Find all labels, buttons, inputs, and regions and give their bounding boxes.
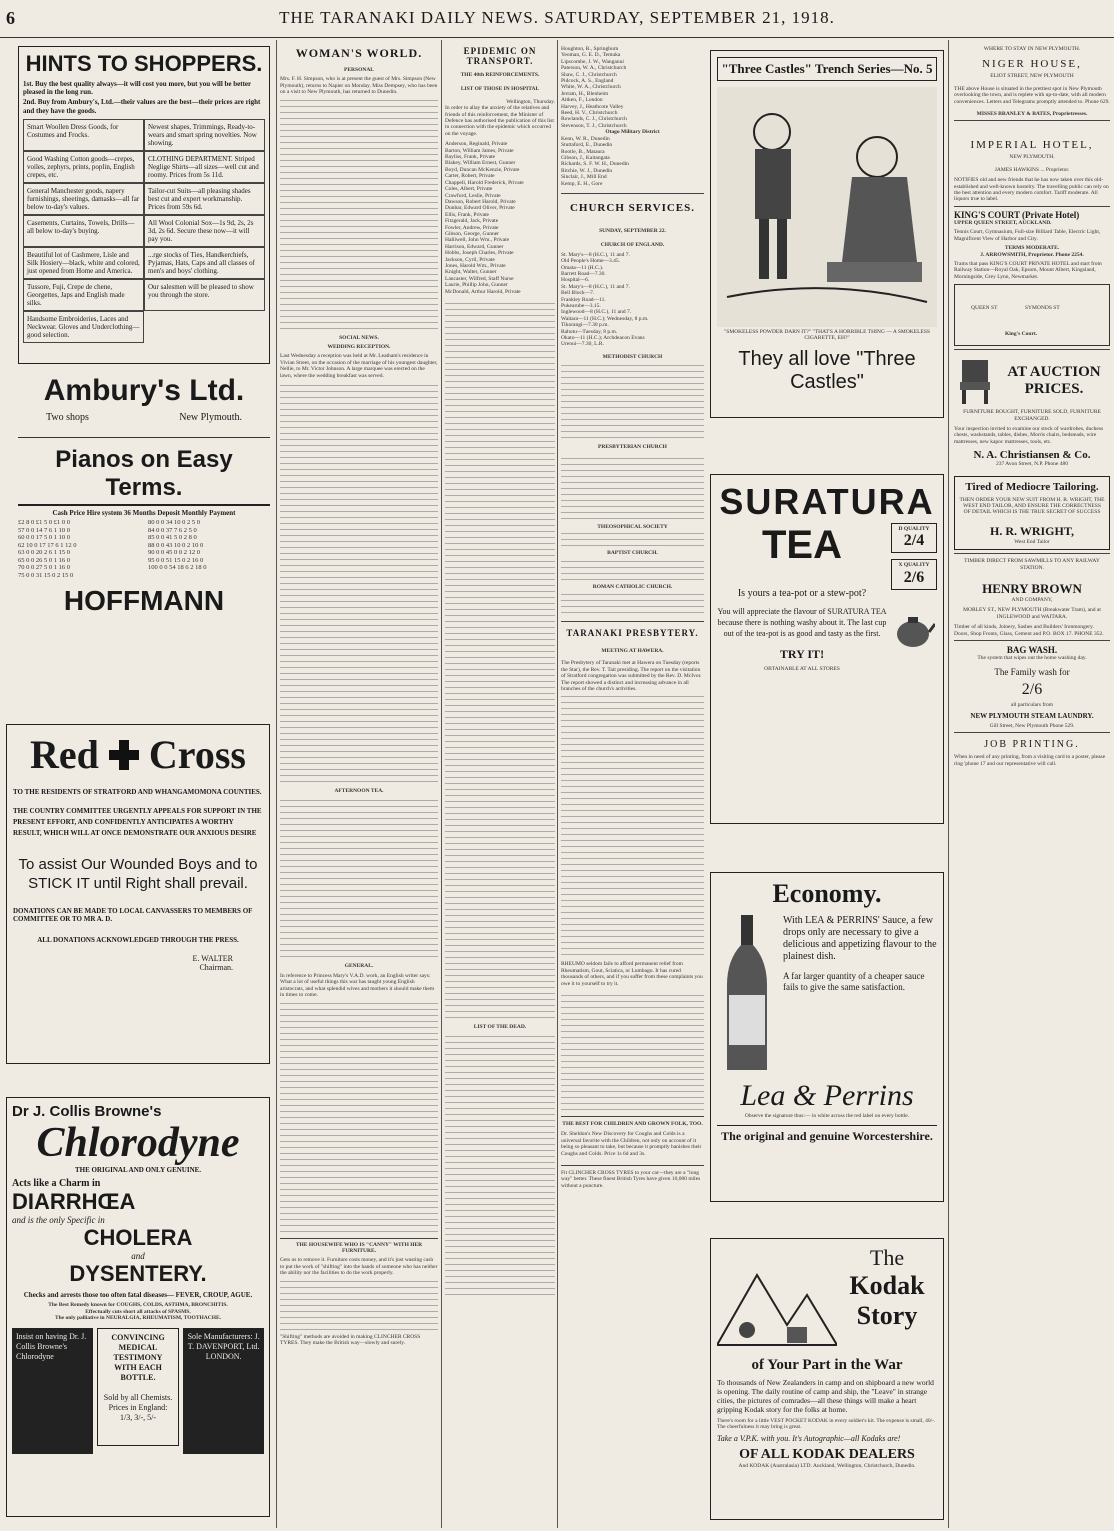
list-item: Rowlands, C. J., Christchurch: [561, 116, 627, 123]
body-text-block: [561, 532, 704, 546]
chlorodyne-cholera: CHOLERA: [83, 1225, 193, 1251]
newspaper-title: THE TARANAKI DAILY NEWS. SATURDAY, SEPTEMBER 21, 1918.: [279, 8, 835, 27]
womans-world-title: WOMAN'S WORLD.: [295, 46, 423, 60]
list-item: St. Mary's—8 (H.C.), 11 and 7.: [561, 283, 630, 290]
pianos-title: Pianos on Easy Terms.: [18, 446, 270, 506]
lea-perrins-signature: Lea & Perrins: [740, 1079, 914, 1112]
list-item: Ellis, Frank, Private: [445, 211, 489, 218]
redcross-big: To assist Our Wounded Boys and to STICK IT until Right shall prevail.: [18, 856, 258, 893]
column-rule: [276, 40, 277, 1528]
kodak-head: of Your Part in the War: [751, 1357, 903, 1373]
piano-row: 57 0 0 14 7 6 1 10 0: [18, 526, 70, 534]
list-item: Gibson, J., Kaitangata: [561, 154, 610, 161]
piano-row: 60 0 0 17 5 0 1 10 0: [18, 534, 70, 542]
hoffmann-brand: HOFFMANN: [63, 585, 225, 617]
imperial-place: NEW PLYMOUTH.: [1009, 154, 1055, 161]
teapot-icon: [891, 602, 935, 652]
hints-title: HINTS TO SHOPPERS.: [25, 51, 263, 76]
hint-item: All Wool Colonial Sox—1s 9d, 2s, 2s 3d, 2s 6d. Secure these now—it will pay you.: [144, 215, 265, 247]
list-item: Urenui—7.30, L.R.: [561, 341, 604, 348]
list-item: Anderson, Reginald, Private: [445, 141, 508, 148]
suratura-q2-label: X QUALITY: [898, 562, 930, 569]
laundry-addr: Gill Street, New Plymouth Phone 529.: [989, 723, 1075, 730]
redcross-signer: E. WALTER: [192, 953, 233, 963]
list-item: Bell Block—7.: [561, 290, 595, 297]
redcross-ad: [6, 724, 270, 1064]
presbytery-sub: MEETING AT HAWERA.: [601, 647, 664, 654]
body-text-block: [561, 558, 704, 580]
sheldon-text: Dr. Sheldon's New Discovery for Coughs and Colds is a universal favorite with the Children, not only on account of it being so pleasant to take, but because it promptly banishes their Coughs and Colds. Price 1s 6d and 3s.: [561, 1131, 702, 1157]
map-label: King's Court.: [1005, 331, 1038, 338]
pianos-table: [18, 519, 270, 579]
list-item: Aitken, F., London: [561, 97, 603, 104]
presbytery-title: TARANAKI PRESBYTERY.: [566, 627, 699, 638]
imperial-name: IMPERIAL HOTEL,: [970, 139, 1094, 152]
economy-body1: With LEA & PERRINS' Sauce, a few drops only are necessary to give a delicious and appetizing flavour to the plainest dish.: [783, 915, 937, 962]
tailor-body: THEN ORDER YOUR NEW SUIT FROM H. R. WRIGHT, THE WEST END TAILOR, AND ENSURE THE CORRECTNESS OF DETAIL WHICH IS THE TRUE SECRET OF SUCCESS: [959, 496, 1105, 516]
hints-line2: 2nd. Buy from Ambury's, Ltd.—their values are the best—their prices are right and they have the goods.: [23, 98, 261, 115]
best-for-children-heading: THE BEST FOR CHILDREN AND GROWN FOLK, TOO.: [561, 1116, 704, 1127]
list-item: Jerram, H., Blenheim: [561, 90, 609, 97]
list-item: Hobbs, Joseph Charles, Private: [445, 250, 514, 257]
hints-line1: 1st. Buy the best quality always—it will cost you more, but you will be better pleased in the long run.: [23, 80, 252, 97]
chlorodyne-sub: THE ORIGINAL AND ONLY GENUINE.: [74, 1166, 202, 1174]
chlorodyne-maker: Dr J. Collis Browne's: [12, 1103, 162, 1120]
church-theosophical: THEOSOPHICAL SOCIETY: [597, 523, 668, 530]
womans-world-column: [280, 46, 438, 1526]
laundry-wash: The Family wash for: [994, 667, 1070, 678]
map-symonds-street: SYMONDS ST: [1025, 305, 1060, 312]
suratura-name: SURATURA: [719, 481, 935, 522]
list-item: Lipscombe, J. W., Wanganui: [561, 58, 624, 65]
timber-line: TIMBER DIRECT FROM SAWMILLS TO ANY RAILWAY STATION.: [964, 558, 1100, 571]
list-item: Inglewood—8 (H.C.), 11 and 7.: [561, 309, 632, 316]
economy-note: Observe the signature thus:— in white across the red label on every bottle.: [744, 1113, 910, 1119]
list-item: Okato—11 (H.C.); Archdeacon Evans: [561, 335, 645, 342]
epidemic-list-heading: LIST OF THOSE IN HOSPITAL: [460, 86, 540, 93]
body-text-block: [561, 454, 704, 519]
list-item: Barrett Road—7.30.: [561, 270, 606, 277]
chlorodyne-insist: Insist on having Dr. J. Collis Browne's Chlorodyne: [12, 1328, 93, 1454]
laundry-title: BAG WASH.: [1006, 645, 1058, 656]
piano-row: £2 8 0 £1 5 0 £1 0 0: [18, 519, 70, 527]
list-item: Carter, Robert, Private: [445, 173, 495, 180]
clincher-text: Fit CLINCHER CROSS TYRES to your car—they are a "long way" better. These finest British Tyres have given 10,000 miles without a puncture.: [561, 1165, 704, 1189]
list-item: Coles, Albert, Private: [445, 186, 493, 193]
kodak-price: There's room for a little VEST POCKET KODAK in every soldier's kit. The expense is small, 40/-. The cheerfulness it may bring is great.: [717, 1418, 936, 1431]
economy-title: Economy.: [772, 879, 882, 908]
kodak-company: And KODAK (Australasia) LTD. Auckland, Wellington, Christchurch, Dunedin.: [738, 1462, 916, 1469]
red-cross-icon: [107, 738, 141, 772]
kingscourt-terms: TERMS MODERATE.: [1004, 245, 1060, 252]
body-text-block: [445, 298, 555, 1018]
suratura-tea: TEA: [762, 523, 842, 567]
list-item: Fitzgerald, Jack, Private: [445, 218, 499, 225]
body-text-block: [280, 1280, 438, 1330]
hints-ad: [18, 46, 270, 364]
job-body: When in need of any printing, from a visiting card to a poster, please ring 'phone 17 and our representative will call.: [954, 754, 1106, 767]
kingscourt-trams: Trams that pass KING'S COURT PRIVATE HOTEL and start from Railway Station—Royal Oak, Epsom, Mount Albert, Kingsland, Morningside, Grey Lynn, Newmarket.: [954, 260, 1102, 280]
body-text-block: [445, 1033, 555, 1295]
chlorodyne-remedy: The Best Remedy known for COUGHS, COLDS, ASTHMA, BRONCHITIS.: [48, 1302, 228, 1309]
hint-item: Beautiful lot of Cashmere, Lisle and Silk Hosiery—black, white and colored, just opened from Home and America.: [23, 247, 144, 279]
pianos-ad: [18, 446, 270, 678]
list-item: Tikorangi—7.30 p.m.: [561, 322, 609, 329]
list-item: Houghton, R., Springburn: [561, 46, 619, 52]
list-item: Crawford, Leslie, Private: [445, 192, 501, 199]
ambury-name: Ambury's Ltd.: [43, 374, 245, 407]
list-item: Gibson, George, Gunner: [445, 230, 499, 237]
church-baptist: BAPTIST CHURCH.: [607, 550, 658, 557]
list-item: Laurie, Phillip John, Gunner: [445, 282, 508, 289]
list-item: Boyd, Duncan McKenzie, Private: [445, 166, 520, 173]
body-text-block: [561, 695, 704, 955]
small-ads-column: [954, 46, 1110, 1526]
chlorodyne-and: and is the only Specific in: [12, 1215, 105, 1226]
chlorodyne-ad: [6, 1097, 270, 1517]
epidemic-intro: In order to allay the anxiety of the relatives and friends of this reinforcement, the Minister of Defence has authorised the publication of this list in connection with the epidemic which occurred on the voyage.: [445, 105, 554, 137]
piano-row: 80 0 0 34 10 0 2 5 0: [148, 519, 200, 527]
niger-body: THE above House is situated in the prettiest spot in New Plymouth overlooking the town, and is replete with up-to-date, with all modern conveniences. Letters and Telegrams promptly attended to. Phone 629.: [954, 85, 1110, 105]
redcross-signer-role: Chairman.: [199, 962, 233, 972]
list-item: Stevenson, T. J., Christchurch: [561, 122, 627, 129]
kingscourt-street: UPPER QUEEN STREET, AUCKLAND.: [954, 219, 1052, 226]
laundry-body: The system that wipes out the home washing day.: [977, 655, 1087, 662]
suratura-obtain: OBTAINABLE AT ALL STORES: [764, 666, 840, 672]
presbytery-body: The Presbytery of Taranaki met at Hawera on Tuesday (reports the Star), the Rev. T. Tait presiding. The report on the visitation of Stratford congregation was submitted by the Rev. D. McIvor. The report showed a distinct and increasing advance in all branches of the church's activities.: [561, 660, 702, 692]
wedding-text: Last Wednesday a reception was held at Mr. Leatham's residence in Vivian Street, on the occasion of the marriage of his youngest daughter, Nellie, to Mr. Victor Johnson. A large marquee was erected on the lawn, where the wedding breakfast was served.: [280, 353, 438, 379]
kodak-motto: Take a V.P.K. with you. It's Autographic—all Kodaks are!: [717, 1433, 901, 1443]
list-item: Waitara—11 (H.C.); Wednesday, 8 p.m.: [561, 315, 649, 322]
piano-row: 75 0 0 31 15 0 2 15 0: [18, 571, 74, 579]
hint-item: Our salesmen will be pleased to show you through the store.: [144, 279, 265, 311]
personal-text: Mrs. F. H. Simpson, who is at present the guest of Mrs. Simpson (New Plymouth), returns to Napier on Monday. Miss Dempsey, who has been on a visit to New Plymouth, has returned to Dunedin.: [280, 76, 438, 96]
list-item: Chappell, Harold Frederick, Private: [445, 179, 524, 186]
kodak-ad: [710, 1238, 944, 1520]
body-text-block: [561, 593, 704, 613]
epidemic-names: [445, 141, 555, 295]
hint-item: General Manchester goods, napery furnishings, sheetings, damasks—all far below to-day's values.: [23, 183, 144, 215]
mountain-camp-illustration: [717, 1245, 837, 1355]
hint-item: ...rge stocks of Ties, Handkerchiefs, Pyjamas, Hats, Caps and all classes of men's and boys' clothing.: [144, 247, 265, 279]
suratura-ad: [710, 474, 944, 824]
list-item: Sinclair, J., Mill End: [561, 174, 607, 181]
church-column: [561, 46, 704, 1526]
kodak-dealers: OF ALL KODAK DEALERS: [739, 1446, 915, 1462]
general-heading: GENERAL.: [344, 963, 374, 970]
ambury-ad: [18, 368, 270, 438]
three-castles-tagline: They all love "Three Castles": [738, 347, 916, 393]
niger-name: NIGER HOUSE,: [982, 58, 1082, 71]
economy-body2: A far larger quantity of a cheaper sauce fails to give the same satisfaction.: [783, 971, 925, 992]
kodak-story: Story: [856, 1301, 918, 1330]
tailor-ad: [954, 476, 1110, 551]
map-queen-street: QUEEN ST: [971, 305, 998, 312]
hint-item: Tailor-cut Suits—all pleasing shades best cut and expert workmanship. Prices from 59s 6d.: [144, 183, 265, 215]
timber-address: MORLEY ST., NEW PLYMOUTH (Breakwater Tram), and at INGLEWOOD and WAITARA.: [963, 607, 1101, 620]
list-item: Blakey, William Ernest, Gunner: [445, 160, 516, 167]
redcross-title-left: Red: [30, 732, 99, 777]
masthead: [0, 0, 1114, 38]
chlorodyne-checks: Checks and arrests those too often fatal diseases— FEVER, CROUP, AGUE.: [23, 1291, 253, 1300]
kingscourt-name: KING'S COURT (Private Hotel): [954, 209, 1080, 220]
chlorodyne-diarrhoea: DIARRHŒA: [12, 1189, 136, 1215]
chlorodyne-cuts: Effectually cuts short all attacks of SPASMS.: [85, 1308, 191, 1315]
piano-row: 88 0 0 43 10 0 2 10 0: [148, 541, 204, 549]
list-item: Old People's Home—3.45.: [561, 258, 621, 265]
suratura-q1-label: D QUALITY: [898, 526, 930, 532]
list-item: Dawson, Robert Harold, Private: [445, 198, 516, 205]
list-item: Paterson, W. A., Christchurch: [561, 65, 627, 72]
list-item: Barton, William James, Private: [445, 147, 514, 154]
hint-item: CLOTHING DEPARTMENT. Striped Neglige Shirts—all sizes—well cut and roomy. Prices from 5s 11d.: [144, 151, 265, 183]
column-rule: [948, 40, 949, 1528]
redcross-ack: ALL DONATIONS ACKNOWLEDGED THROUGH THE PRESS.: [37, 935, 239, 944]
list-item: Pukearuhe—3.15.: [561, 303, 601, 309]
list-item: Jones, Harold Wm., Private: [445, 262, 506, 269]
piano-row: 84 0 0 37 7 6 2 5 0: [148, 526, 197, 534]
body-text-block: [561, 363, 704, 438]
list-item: Fowler, Andrew, Private: [445, 224, 499, 231]
piano-row: 65 0 0 26 5 0 1 16 0: [18, 556, 70, 564]
chlorodyne-dysentery: DYSENTERY.: [69, 1261, 207, 1287]
list-item: Harrison, Edward, Gunner: [445, 243, 504, 250]
auction-body: Your inspection invited to examine our stock of wardrobes, duchess chests, washstands, tables, dishes, Morris chairs, bedsteads, wire mattresses, new kapoc mattresses, tools, etc.: [954, 425, 1104, 445]
chlorodyne-manufacturer: Sole Manufacturers: J. T. DAVENPORT, Ltd. LONDON.: [183, 1328, 264, 1454]
ambury-right: New Plymouth.: [179, 412, 242, 423]
wedding-heading: WEDDING RECEPTION.: [327, 344, 391, 351]
epidemic-sub: THE 40th REINFORCEMENTS.: [460, 72, 540, 78]
economy-footer: The original and genuine Worcestershire.: [717, 1125, 937, 1144]
suratura-flavour: You will appreciate the flavour of SURATURA TEA because there is nothing washy about it. The last cup out of the tea-pot is as good and tasty as the first.: [717, 607, 887, 638]
hint-item: Handsome Embroideries, Laces and Neckwear. Gloves and Underclothing—good selection.: [23, 311, 144, 343]
general-text: In reference to Princess Mary's V.A.D. work, an English writer says: What a lot of useful things this war has taught young English aristocrats, and what splendid wives and mothers it should make them in times to come.: [280, 972, 435, 999]
hint-item: Smart Woollen Dress Goods, for Costumes and Frocks.: [23, 119, 144, 151]
hint-item: Tussore, Fuji, Crepe de chene, Georgettes, Japs and English made silks.: [23, 279, 144, 311]
redcross-body: THE COUNTRY COMMITTEE URGENTLY APPEALS FOR SUPPORT IN THE PRESENT EFFORT, AND CONFIDENTLY ANTICIPATES A WORTHY RESULT, WHICH WILL AT ONCE DEMONSTRATE OUR ANXIOUS DESIRE: [13, 807, 262, 838]
body-text-block: [280, 382, 438, 782]
epidemic-column: [445, 46, 555, 1526]
list-item: Hospital—6.: [561, 277, 590, 284]
hint-item: Newest shapes, Trimmings, Ready-to-wears and smart spring novelties. Now showing.: [144, 119, 265, 151]
list-item: Kemp, E. H., Gore: [561, 180, 603, 187]
three-castles-ad: [710, 50, 944, 418]
list-item: Ritchie, W. J., Dunedin: [561, 167, 613, 174]
three-castles-caption: "SMOKELESS POWDER DARN IT?" "THAT'S A HORRIBLE THING — A SMOKELESS CIGARETTE, EH?": [724, 329, 930, 342]
chlorodyne-relief: The only palliative in NEURALGIA, RHEUMATISM, TOOTHACHE.: [54, 1315, 222, 1322]
chlorodyne-testimony: CONVINCING MEDICAL TESTIMONY WITH EACH BOTTLE.: [111, 1332, 165, 1382]
laundry-name: NEW PLYMOUTH STEAM LAUNDRY.: [970, 711, 1094, 720]
list-item: Rootle, B., Mataura: [561, 148, 605, 155]
body-text-block: [561, 990, 704, 1110]
list-item: St. Mary's—8 (H.C.), 11 and 7.: [561, 251, 630, 258]
chlorodyne-prices: Sold by all Chemists. Prices in England: 1/3, 3/-, 5/-: [103, 1392, 173, 1422]
list-item: Otago Military District: [605, 129, 660, 136]
list-item: Yeoman, G. E. D., Temuka: [561, 52, 621, 59]
list-item: Bayliss, Frank, Private: [445, 154, 496, 161]
list-item: McDonald, Arthur Harold, Private: [445, 288, 521, 295]
auction-items: FURNITURE BOUGHT, FURNITURE SOLD, FURNITURE EXCHANGED.: [963, 409, 1101, 422]
body-text-block: [280, 1002, 438, 1232]
laundry-price: 2/6: [1021, 681, 1043, 699]
chair-icon: [954, 356, 998, 406]
tailor-name: H. R. WRIGHT,: [990, 523, 1074, 538]
housewife-text: Gets us to remove it. Furniture costs money, and it's just wasting cash to put the work of "shifting" into the hands of someone who has neither the ability nor the facilities to do the work properly.: [280, 1257, 438, 1277]
chlorodyne-name: Chlorodyne: [36, 1120, 240, 1166]
suratura-question: Is yours a tea-pot or a stew-pot?: [737, 588, 867, 599]
redcross-title-right: Cross: [148, 732, 246, 777]
hint-item: Good Washing Cotton goods—crepes, voiles, zephyrs, prints, poplin, English crepes, etc.: [23, 151, 144, 183]
kingscourt-owner: J. ARROWSMITH, Proprietor. Phone 2254.: [980, 251, 1084, 258]
personal-heading: PERSONAL: [344, 67, 374, 73]
kodak-kodak: Kodak: [849, 1271, 925, 1300]
list-item: Frankley Road—11.: [561, 296, 606, 303]
list-item: Omata—11 (H.C.).: [561, 264, 604, 271]
kingscourt-body: Tennis Court, Gymnasium, Full-size Billiard Table, Electric Light, Magnificent View of Harbor and City.: [954, 229, 1101, 242]
list-item: Pidcock, A. S., England: [561, 78, 614, 85]
auction-address: 237 Avon Street, N.P. Phone 480: [995, 461, 1068, 468]
list-item: Lancaster, Wilfred, Staff Nurse: [445, 275, 514, 282]
church-england: CHURCH OF ENGLAND.: [600, 242, 665, 249]
afternoon-tea-heading: AFTERNOON TEA.: [334, 788, 384, 795]
tailor-sub: West End Tailor: [1014, 538, 1050, 545]
list-item: Jackson, Cyril, Private: [445, 256, 495, 263]
list-of-dead-heading: LIST OF THE DEAD.: [473, 1024, 527, 1030]
ambury-left: Two shops: [46, 412, 89, 423]
suratura-q1-price: 2/4: [903, 532, 925, 550]
page-number: 6: [6, 8, 15, 28]
imperial-body: NOTIFIES old and new friends that he has now taken over this old-established and well-known hostelry. The travelling public can rely on the best attention and every modern comfort. Tariff moderate. All liquors true to label.: [954, 177, 1109, 203]
column-rule: [441, 40, 442, 1528]
kingscourt-map: [954, 284, 1110, 346]
niger-where: WHERE TO STAY IN NEW PLYMOUTH.: [983, 46, 1081, 52]
timber-name: HENRY BROWN: [982, 581, 1082, 596]
church-catholic: ROMAN CATHOLIC CHURCH.: [592, 584, 673, 591]
suratura-try: TRY IT!: [779, 647, 825, 661]
kodak-body: To thousands of New Zealanders in camp and on shipboard a new world is opening. The daily routine of camp and ship, the "Leave" in strange cities, the pictures of comrades—all these things will make a heart gripping Kodak story for the folks at home.: [717, 1378, 934, 1414]
piano-row: 100 0 0 54 18 6 2 18 0: [148, 564, 207, 572]
list-item: Knight, Walter, Gunner: [445, 269, 497, 276]
job-title: JOB PRINTING.: [984, 739, 1080, 751]
piano-row: 70 0 0 27 5 0 1 16 0: [18, 564, 70, 572]
laundry-all: all particulars from: [1010, 702, 1054, 709]
kodak-the: The: [869, 1245, 905, 1270]
list-item: Reed, H. V., Christchurch: [561, 110, 618, 117]
column-rule: [557, 40, 558, 1528]
hint-item: Casements, Curtains, Towels, Drills—all below to-day's buying.: [23, 215, 144, 247]
piano-row: 85 0 0 41 5 0 2 8 0: [148, 534, 197, 542]
social-news-heading: SOCIAL NEWS.: [339, 334, 379, 341]
rheumo-text: RHEUMO seldom fails to afford permanent relief from Rheumatism, Gout, Sciatica, or Lumbago. It has cured thousands of others, and if you suffer from these complaints you owe it to yourself to try it.: [561, 961, 703, 987]
list-item: Dunbar, Edward Oliver, Private: [445, 205, 515, 212]
list-item: Richards, S. F. W. H., Dunedin: [561, 161, 629, 168]
body-text-block: [280, 99, 438, 329]
list-item: Rahotu—Tuesday, 8 p.m.: [561, 328, 618, 335]
soldiers-illustration: [717, 87, 937, 327]
three-castles-title: "Three Castles" Trench Series—No. 5: [717, 57, 937, 81]
epidemic-dateline: Wellington, Thursday.: [506, 98, 555, 105]
roll-list: [561, 46, 704, 187]
list-item: Harvey, J., Heathcote Valley: [561, 103, 624, 110]
church-presbyterian: PRESBYTERIAN CHURCH: [598, 444, 667, 451]
list-item: White, W. A., Christchurch: [561, 84, 621, 91]
redcross-to: TO THE RESIDENTS OF STRATFORD AND WHANGAMOMONA COUNTIES.: [13, 788, 262, 796]
list-item: Kenn, W. R., Dunedin: [561, 135, 610, 142]
timber-stock: Timber of all kinds, Joinery, Sashes and Builders' Ironmongery. Doors, Shop Fronts, Glass, Cement and P.O. BOX 17. PHONE 352.: [954, 624, 1104, 637]
list-item: Shaw, C. J., Christchurch: [561, 71, 617, 78]
imperial-proprietor: JAMES HAWKINS ... Proprietor.: [994, 166, 1070, 173]
church-title: CHURCH SERVICES.: [569, 201, 696, 214]
chlorodyne-and2: and: [131, 1251, 145, 1262]
church-date: SUNDAY, SEPTEMBER 22.: [599, 227, 666, 234]
clincher-snippet: "Shifting" methods are avoided in making CLINCHER CROSS TYRES. They make the British way—slowly and surely.: [280, 1333, 421, 1346]
auction-firm: N. A. Christiansen & Co.: [973, 449, 1091, 462]
epidemic-title: EPIDEMIC ON TRANSPORT.: [463, 46, 537, 66]
niger-address: ELIOT STREET, NEW PLYMOUTH: [990, 73, 1074, 80]
piano-row: 63 0 0 20 2 6 1 15 0: [18, 549, 70, 557]
suratura-q2-price: 2/6: [903, 568, 925, 586]
sauce-bottle-icon: [717, 915, 777, 1075]
tailor-title: Tired of Mediocre Tailoring.: [965, 480, 1099, 493]
auction-title: AT AUCTION PRICES.: [1007, 364, 1101, 398]
niger-owners: MISSES BRANLEY & BATES, Proprietresses.: [976, 111, 1088, 118]
pianos-table-header: Cash Price Hire system 36 Months Deposit Monthly Payment: [52, 509, 236, 517]
piano-row: 90 0 0 45 0 0 2 12 0: [148, 549, 200, 557]
timber-co: AND COMPANY,: [1011, 597, 1053, 603]
redcross-donations: DONATIONS CAN BE MADE TO LOCAL CANVASSERS TO MEMBERS OF COMMITTEE OR TO MR A. D.: [13, 907, 253, 924]
lea-perrins-ad: [710, 872, 944, 1202]
piano-row: 95 0 0 51 15 0 2 16 0: [148, 556, 204, 564]
church-methodist: METHODIST CHURCH: [602, 353, 663, 360]
list-item: Stuttaford, E., Dunedin: [561, 142, 613, 149]
list-item: Halliwell, John Wm., Private: [445, 237, 510, 244]
body-text-block: [280, 797, 438, 957]
housewife-heading: THE HOUSEWIFE WHO IS "CANNY" WITH HER FURNITURE.: [280, 1238, 438, 1255]
chlorodyne-acts: Acts like a Charm in: [12, 1178, 101, 1190]
piano-row: 62 10 0 17 17 6 1 12 0: [18, 541, 77, 549]
